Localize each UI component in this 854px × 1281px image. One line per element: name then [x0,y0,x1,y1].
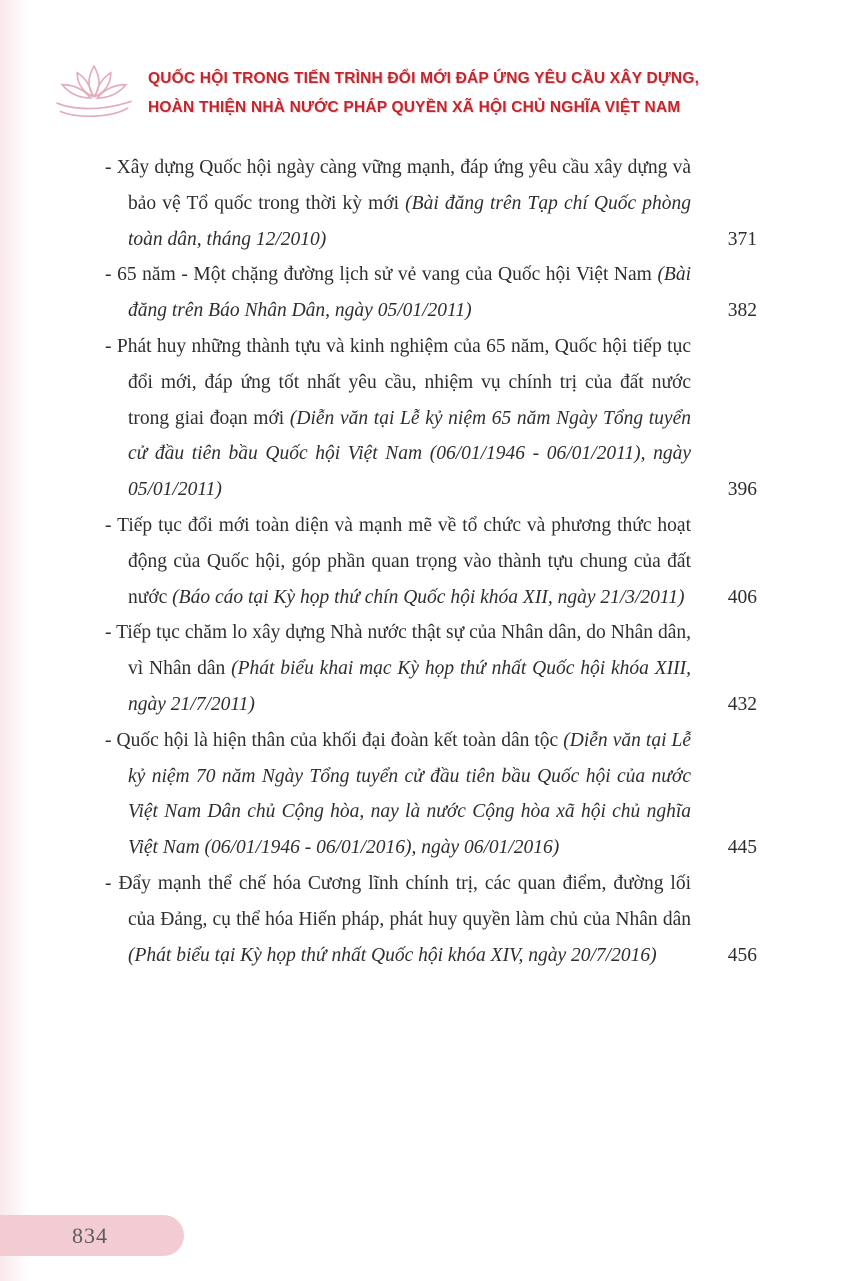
entry-text [105,329,691,508]
page-title-line2: HOÀN THIỆN NHÀ NƯỚC PHÁP QUYỀN XÃ HỘI CHỦ NGHĨA VIỆT NAM [148,99,681,116]
entry-bullet: - [105,514,112,536]
entry-page-number: 456 [727,944,757,966]
page-header [52,58,699,128]
entry-title: Tiếp tục chăm lo xây dựng Nhà nước thật sự của Nhân dân, do Nhân dân, vì Nhân dân [116,622,691,680]
table-of-contents [105,150,757,973]
entry-title: Đẩy mạnh thể chế hóa Cương lĩnh chính trị, các quan điểm, đường lối của Đảng, cụ thể hóa Hiến pháp, phát huy quyền làm chủ của Nhân dân [118,872,691,930]
entry-title: Xây dựng Quốc hội ngày càng vững mạnh, đáp ứng yêu cầu xây dựng và bảo vệ Tổ quốc trong thời kỳ mới [116,157,692,214]
toc-entry [105,866,757,973]
entry-title: Phát huy những thành tựu và kinh nghiệm của 65 năm, Quốc hội tiếp tục đổi mới, đáp ứng tốt nhất yêu cầu, nhiệm vụ chính trị của đất nước trong giai đoạn mới [116,335,691,429]
entry-page-number: 382 [727,300,757,322]
left-pink-strip [0,0,30,1281]
entry-text [105,615,691,722]
entry-bullet: - [105,335,112,357]
entry-bullet: - [105,729,112,751]
entry-text [105,723,691,866]
entry-title: Quốc hội là hiện thân của khối đại đoàn kết toàn dân tộc [116,729,559,751]
toc-entry [105,508,757,615]
entry-bullet: - [105,157,112,178]
toc-entry [105,723,757,866]
toc-entry [105,257,757,329]
entry-text [105,508,691,615]
page-title [148,64,699,123]
footer-page-number: 834 [72,1222,108,1248]
entry-source: (Phát biểu tại Kỳ họp thứ nhất Quốc hội khóa XIV, ngày 20/7/2016) [128,944,657,966]
entry-page-number: 432 [727,693,757,715]
entry-title: 65 năm - Một chặng đường lịch sử vẻ vang của Quốc hội Việt Nam [117,264,652,286]
entry-page-number: 406 [727,586,757,608]
entry-source: (Phát biểu khai mạc Kỳ họp thứ nhất Quốc hội khóa XIII, ngày 21/7/2011) [128,658,692,715]
entry-source: (Bài đăng trên Tạp chí Quốc phòng toàn dân, tháng 12/2010) [128,192,692,250]
entry-source: (Diễn văn tại Lễ kỷ niệm 65 năm Ngày Tổng tuyển cử đầu tiên bầu Quốc hội Việt Nam (06/01/1946 - 06/01/2011), ngày 05/01/2011) [128,407,691,501]
entry-text [105,866,691,973]
lotus-icon [52,58,136,128]
entry-title: Tiếp tục đổi mới toàn diện và mạnh mẽ về tổ chức và phương thức hoạt động của Quốc hội, góp phần quan trọng vào thành tựu chung của đất nước [117,514,691,608]
entry-page-number: 445 [727,837,757,859]
entry-bullet: - [105,264,112,286]
page-title-line1: QUỐC HỘI TRONG TIẾN TRÌNH ĐỔI MỚI ĐÁP ỨNG YÊU CẦU XÂY DỰNG, [148,69,700,87]
entry-bullet: - [105,622,112,644]
toc-entry [105,150,757,257]
entry-page-number: 396 [727,479,757,501]
entry-page-number: 371 [727,228,757,250]
entry-source: (Báo cáo tại Kỳ họp thứ chín Quốc hội khóa XII, ngày 21/3/2011) [172,586,685,608]
entry-source: (Bài đăng trên Báo Nhân Dân, ngày 05/01/2011) [128,264,692,322]
entry-text [105,150,691,257]
toc-entry [105,329,757,508]
entry-bullet: - [105,872,112,894]
entry-text [105,257,691,329]
toc-entry [105,615,757,722]
footer-page-bar [0,1215,184,1256]
entry-source: (Diễn văn tại Lễ kỷ niệm 70 năm Ngày Tổng tuyển cử đầu tiên bầu Quốc hội của nước Việt Nam Dân chủ Cộng hòa, nay là nước Cộng hòa xã hội chủ nghĩa Việt Nam (06/01/1946 - 06/01/2016), ngày 06/01/2016) [128,729,692,859]
